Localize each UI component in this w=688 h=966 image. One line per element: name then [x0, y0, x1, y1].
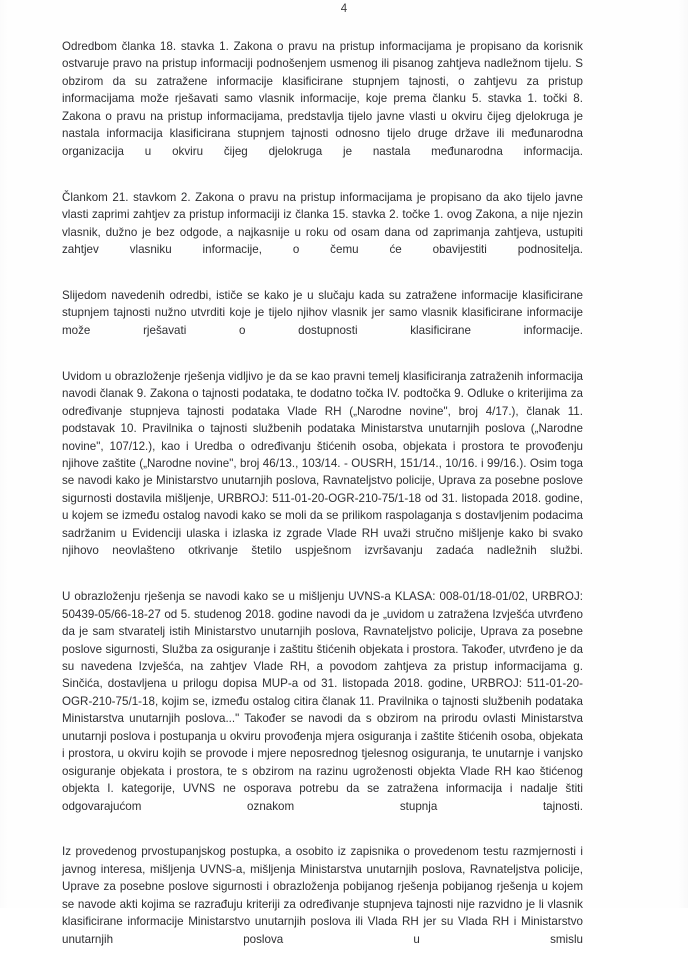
page-number: 4 [340, 3, 348, 15]
body-paragraph: Iz provedenog prvostupanjskog postupka, a osobito iz zapisnika o provedenom testu razmjernosti i javnog interesa, mišljenja UVNS-a, mišljenja Ministarstva unutarnjih poslova, Ravnateljstva policije, Uprave za posebne poslove sigurnosti i obrazloženja pobijanog rješenja pobijanog rješenja u kojem se navode akti kojima se razrađuju kriteriji za određivanje stupnjeva tajnosti nije razvidno je li vlasnik klasificirane informacije Ministarstvo unutarnjih poslova ili Vlada RH jer su Vlada RH i Ministarstvo unutarnjih poslova u smislu [62, 845, 583, 946]
document-body [62, 38, 583, 966]
body-paragraph: Odredbom članka 18. stavka 1. Zakona o pravu na pristup informacijama je propisano da korisnik ostvaruje pravo na pristup informaciji podnošenjem usmenog ili pisanog zahtjeva nadležnom tijelu. S obzirom da su zatražene informacije klasificirane stupnjem tajnosti, o zahtjevu za pristup informacijama može rješavati samo vlasnik informacije, koje prema članku 5. stavka 1. točki 8. Zakona o pravu na pristup informacijama, predstavlja tijelo javne vlasti u okviru čijeg djelokruga je nastala informacija klasificirana stupnjem tajnosti odnosno tijelo druge države ili međunarodna organizacija u okviru čijeg djelokruga je nastala međunarodna informacija. [62, 40, 583, 158]
body-paragraph: U obrazloženju rješenja se navodi kako se u mišljenju UVNS-a KLASA: 008-01/18-01/02, URBROJ: 50439-05/66-18-27 od 5. studenog 2018. godine navodi da je „uvidom u zatražena Izvješća utvrđeno da je sam stvaratelj istih Ministarstvo unutarnjih poslova, Ravnateljstvo policije, Uprava za posebne poslove sigurnosti, Služba za osiguranje i zaštitu štićenih objekata i prostora. Također, utvrđeno je da su navedena Izvješća, na zahtjev Vlade RH, a povodom zahtjeva za pristup informacijama g. Sinčića, dostavljena u prilogu dopisa MUP-a od 31. listopada 2018. godine, URBROJ: 511-01-20-OGR-210-75/1-18, kojim se, između ostalog citira članak 11. Pravilnika o tajnosti službenih podataka Ministarstva unutarnjih poslova..." Također se navodi da s obzirom na prirodu ovlasti Ministarstva unutarnji poslova i postupanja u okviru provođenja mjera osiguranja i zaštite štićenih osoba, objekata i prostora, u okviru kojih se provode i mjere neposrednog tjelesnog osiguranja, te unutarnje i vanjsko osiguranje objekata i prostora, te s obzirom na razinu ugroženosti objekta Vlade RH kao štićenog objekta I. kategorije, UVNS ne osporava potrebu da se zatražena informacija i nadalje štiti odgovarajućom oznakom stupnja tajnosti. [62, 590, 583, 813]
body-paragraph: Slijedom navedenih odredbi, ističe se kako je u slučaju kada su zatražene informacije klasificirane stupnjem tajnosti nužno utvrditi koje je tijelo njihov vlasnik jer samo vlasnik klasificirane informacije može rješavati o dostupnosti klasificirane informacije. [62, 288, 583, 337]
body-paragraph: Uvidom u obrazloženje rješenja vidljivo je da se kao pravni temelj klasificiranja zatraženih informacija navodi članak 9. Zakona o tajnosti podataka, te dodatno točka IV. podtočka 9. Odluke o kriterijima za određivanje stupnjeva tajnosti podataka Vlade RH („Narodne novine", broj 4/17.), članak 11. podstavak 10. Pravilnika o tajnosti službenih podataka Ministarstva unutarnjih poslova („Narodne novine", 107/12.), kao i Uredba o određivanju štićenih osoba, objekata i prostora te provođenju njihove zaštite („Narodne novine", broj 46/13., 103/14. - OUSRH, 151/14., 10/16. i 99/16.). Osim toga se navodi kako je Ministarstvo unutarnjih poslova, Ravnateljstvo policije, Uprava za posebne poslove sigurnosti dostavila mišljenje, URBROJ: 511-01-20-OGR-210-75/1-18 od 31. listopada 2018. godine, u kojem se između ostalog navodi kako se moli da se prilikom raspolaganja s dostavljenim podacima sadržanim u Evidenciji ulaska i izlaska iz zgrade Vlade RH uvaži stručno mišljenje kako bi svako njihovo neovlašteno otkrivanje štetilo uspješnom izvršavanju zadaća nadležnih službi. [62, 369, 583, 558]
scan-edge-artifact-right [678, 0, 688, 908]
body-paragraph: Člankom 21. stavkom 2. Zakona o pravu na pristup informacijama je propisano da ako tijelo javne vlasti zaprimi zahtjev za pristup informaciji iz članka 15. stavka 2. točke 1. ovog Zakona, a nije njezin vlasnik, dužno je bez odgode, a najkasnije u roku od osam dana od zaprimanja zahtjeva, ustupiti zahtjev vlasniku informacije, o čemu će obavijestiti podnositelja. [62, 190, 583, 256]
scan-edge-artifact-left [0, 0, 8, 908]
